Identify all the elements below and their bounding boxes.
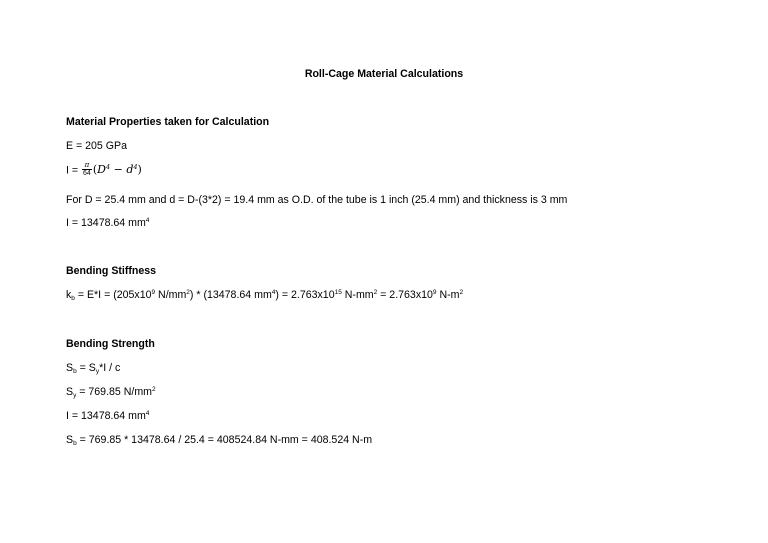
fraction-denominator: 64 (83, 170, 91, 177)
page-title: Roll-Cage Material Calculations (304, 68, 464, 80)
tube-dimensions-line: For D = 25.4 mm and d = D-(3*2) = 19.4 mm as O.D. of the tube is 1 inch (25.4 mm) and thickness is 3 mm (66, 194, 568, 206)
formula-body: $(D^4 - d^4)$ (92, 163, 142, 177)
yield-strength-line: $S_y = 769.85$ $N/mm^2$ (66, 386, 156, 399)
inertia-repeat-line: I = 13478.64 $mm^4$ (66, 410, 150, 422)
bending-stiffness-line: $k_b = E*I = (205x10^9$ $N/mm^2) * (13478.64$ $mm^4) = 2.763x10^{15}$ $N-mm^2 = 2.763x10^9$ $N-m^2$ (66, 289, 464, 302)
inertia-value-line: I = 13478.64 $mm^4$ (66, 217, 150, 229)
modulus-line: E = 205 GPa (66, 140, 127, 152)
pi-over-64-fraction (82, 161, 92, 178)
fraction-numerator: π (82, 161, 92, 170)
section-heading-bending-strength: Bending Strength (66, 338, 155, 350)
section-heading-material-properties: Material Properties taken for Calculation (66, 116, 270, 128)
section-heading-bending-stiffness: Bending Stiffness (66, 265, 157, 277)
formula-prefix: I = (66, 164, 82, 177)
bending-strength-formula: $S_b = S_y*I / c$ (66, 362, 121, 375)
moment-of-inertia-formula (66, 162, 142, 179)
bending-strength-result-line: $S_b = 769.85 * 13478.64 / 25.4 = 408524.84$ N-mm = 408.524 N-m (66, 434, 373, 447)
